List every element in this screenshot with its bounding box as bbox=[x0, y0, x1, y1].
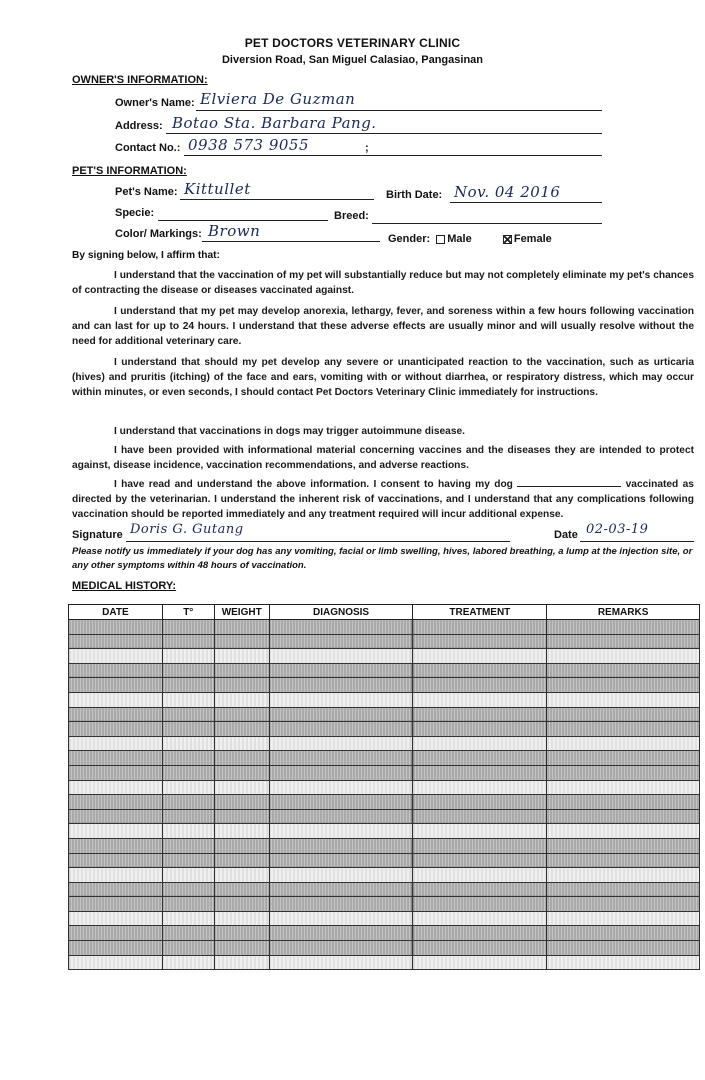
table-cell[interactable] bbox=[547, 853, 700, 868]
table-row bbox=[69, 678, 700, 693]
table-cell[interactable] bbox=[547, 795, 700, 810]
table-cell[interactable] bbox=[269, 824, 413, 839]
column-header: REMARKS bbox=[547, 605, 700, 620]
table-cell[interactable] bbox=[69, 838, 163, 853]
table-cell[interactable] bbox=[269, 722, 413, 737]
contact-separator: ; bbox=[365, 142, 369, 154]
table-cell[interactable] bbox=[269, 765, 413, 780]
table-cell[interactable] bbox=[269, 634, 413, 649]
table-cell[interactable] bbox=[214, 838, 269, 853]
table-cell[interactable] bbox=[269, 897, 413, 912]
clinic-name: PET DOCTORS VETERINARY CLINIC bbox=[244, 36, 461, 50]
table-cell[interactable] bbox=[214, 926, 269, 941]
table-cell[interactable] bbox=[162, 751, 214, 766]
table-cell[interactable] bbox=[413, 926, 547, 941]
consent-p6-vaccinated: vaccinated bbox=[625, 479, 679, 490]
consent-paragraph-4: I understand that vaccinations in dogs may trigger autoimmune disease. bbox=[114, 426, 465, 437]
table-row bbox=[69, 765, 700, 780]
table-cell[interactable] bbox=[269, 780, 413, 795]
table-cell[interactable] bbox=[547, 809, 700, 824]
table-cell[interactable] bbox=[162, 941, 214, 956]
table-row bbox=[69, 707, 700, 722]
table-cell[interactable] bbox=[269, 795, 413, 810]
table-cell[interactable] bbox=[162, 897, 214, 912]
column-header: DIAGNOSIS bbox=[269, 605, 413, 620]
table-row bbox=[69, 634, 700, 649]
consent-paragraph-1: I understand that the vaccination of my pet will substantially reduce but may not completely eliminate my pet's chances of contracting the disease or diseases vaccinated against. bbox=[72, 270, 694, 296]
table-cell[interactable] bbox=[269, 751, 413, 766]
table-cell[interactable] bbox=[214, 941, 269, 956]
table-cell[interactable] bbox=[413, 853, 547, 868]
table-cell[interactable] bbox=[69, 649, 163, 664]
date-value[interactable]: 02-03-19 bbox=[586, 522, 649, 537]
birth-date-line bbox=[450, 202, 602, 203]
table-cell[interactable] bbox=[269, 649, 413, 664]
table-cell[interactable] bbox=[547, 955, 700, 970]
table-cell[interactable] bbox=[69, 853, 163, 868]
table-cell[interactable] bbox=[214, 911, 269, 926]
pet-name-line bbox=[180, 199, 374, 200]
gender-female-checkbox[interactable] bbox=[503, 235, 512, 244]
table-cell[interactable] bbox=[269, 882, 413, 897]
table-cell[interactable] bbox=[269, 955, 413, 970]
table-row bbox=[69, 751, 700, 766]
signature-label: Signature bbox=[72, 529, 123, 541]
table-cell[interactable] bbox=[413, 736, 547, 751]
table-cell[interactable] bbox=[269, 678, 413, 693]
table-cell[interactable] bbox=[547, 678, 700, 693]
color-label: Color/ Markings: bbox=[115, 228, 202, 240]
table-cell[interactable] bbox=[413, 795, 547, 810]
table-cell[interactable] bbox=[69, 926, 163, 941]
gender-male-label: Male bbox=[447, 233, 472, 245]
gender-group bbox=[388, 233, 552, 245]
table-cell[interactable] bbox=[214, 853, 269, 868]
table-cell[interactable] bbox=[547, 941, 700, 956]
table-cell[interactable] bbox=[69, 620, 163, 635]
medical-history-title: MEDICAL HISTORY: bbox=[72, 580, 177, 592]
table-cell[interactable] bbox=[413, 780, 547, 795]
date-label: Date bbox=[554, 529, 578, 541]
table-row bbox=[69, 649, 700, 664]
table-cell[interactable] bbox=[547, 663, 700, 678]
table-cell[interactable] bbox=[214, 663, 269, 678]
table-cell[interactable] bbox=[547, 868, 700, 883]
table-cell[interactable] bbox=[69, 736, 163, 751]
table-cell[interactable] bbox=[69, 882, 163, 897]
birth-date-label: Birth Date: bbox=[386, 189, 443, 201]
table-cell[interactable] bbox=[162, 853, 214, 868]
table-cell[interactable] bbox=[413, 868, 547, 883]
gender-label: Gender: bbox=[388, 233, 431, 245]
medical-table-body bbox=[69, 620, 700, 970]
table-cell[interactable] bbox=[162, 868, 214, 883]
table-cell[interactable] bbox=[162, 678, 214, 693]
table-cell[interactable] bbox=[162, 780, 214, 795]
table-cell[interactable] bbox=[547, 897, 700, 912]
owner-address-label: Address: bbox=[115, 120, 163, 132]
table-cell[interactable] bbox=[162, 620, 214, 635]
table-cell[interactable] bbox=[162, 692, 214, 707]
owner-name-value[interactable]: Elviera De Guzman bbox=[200, 90, 356, 108]
table-cell[interactable] bbox=[162, 911, 214, 926]
table-cell[interactable] bbox=[162, 955, 214, 970]
color-line bbox=[202, 241, 380, 242]
table-cell[interactable] bbox=[162, 824, 214, 839]
table-cell[interactable] bbox=[413, 838, 547, 853]
birth-date-value[interactable]: Nov. 04 2016 bbox=[454, 183, 561, 201]
owner-name-line bbox=[196, 110, 602, 111]
table-cell[interactable] bbox=[547, 692, 700, 707]
pet-name-value[interactable]: Kittullet bbox=[184, 180, 251, 198]
pet-name-label: Pet's Name: bbox=[115, 186, 178, 198]
breed-line bbox=[372, 223, 602, 224]
table-row bbox=[69, 838, 700, 853]
table-cell[interactable] bbox=[69, 707, 163, 722]
table-cell[interactable] bbox=[269, 911, 413, 926]
table-cell[interactable] bbox=[69, 911, 163, 926]
owner-section-title: OWNER'S INFORMATION: bbox=[72, 74, 208, 86]
table-row bbox=[69, 853, 700, 868]
table-cell[interactable] bbox=[547, 707, 700, 722]
table-cell[interactable] bbox=[269, 736, 413, 751]
table-cell[interactable] bbox=[214, 751, 269, 766]
table-cell[interactable] bbox=[214, 780, 269, 795]
table-cell[interactable] bbox=[413, 663, 547, 678]
table-cell[interactable] bbox=[214, 882, 269, 897]
table-cell[interactable] bbox=[162, 649, 214, 664]
table-cell[interactable] bbox=[162, 795, 214, 810]
table-row bbox=[69, 955, 700, 970]
table-cell[interactable] bbox=[69, 941, 163, 956]
table-cell[interactable] bbox=[162, 736, 214, 751]
medical-history-table bbox=[68, 604, 700, 970]
gender-female-label: Female bbox=[513, 233, 552, 245]
contact-value[interactable]: 0938 573 9055 bbox=[188, 136, 310, 154]
table-row bbox=[69, 736, 700, 751]
table-cell[interactable] bbox=[69, 751, 163, 766]
table-cell[interactable] bbox=[214, 634, 269, 649]
table-cell[interactable] bbox=[547, 926, 700, 941]
table-cell[interactable] bbox=[214, 649, 269, 664]
table-cell[interactable] bbox=[413, 620, 547, 635]
gender-male-checkbox[interactable] bbox=[436, 235, 445, 244]
table-cell[interactable] bbox=[269, 926, 413, 941]
table-cell[interactable] bbox=[269, 663, 413, 678]
table-cell[interactable] bbox=[214, 809, 269, 824]
contact-label: Contact No.: bbox=[115, 142, 181, 154]
table-cell[interactable] bbox=[214, 620, 269, 635]
table-cell[interactable] bbox=[162, 707, 214, 722]
dog-name-blank[interactable] bbox=[517, 477, 621, 487]
medical-table-header bbox=[69, 605, 700, 620]
specie-label: Specie: bbox=[115, 207, 155, 219]
table-cell[interactable] bbox=[269, 620, 413, 635]
table-cell[interactable] bbox=[269, 707, 413, 722]
table-cell[interactable] bbox=[413, 722, 547, 737]
table-cell[interactable] bbox=[269, 692, 413, 707]
table-cell[interactable] bbox=[162, 634, 214, 649]
table-cell[interactable] bbox=[69, 634, 163, 649]
table-cell[interactable] bbox=[413, 955, 547, 970]
table-cell[interactable] bbox=[214, 955, 269, 970]
consent-paragraph-5: I have been provided with informational material concerning vaccines and the diseases they are intended to protect against, disease incidence, vaccination recommendations, and adverse reactions. bbox=[72, 445, 694, 471]
specie-line bbox=[158, 220, 328, 221]
table-cell[interactable] bbox=[162, 882, 214, 897]
owner-name-label: Owner's Name: bbox=[115, 97, 195, 109]
table-cell[interactable] bbox=[547, 838, 700, 853]
table-cell[interactable] bbox=[413, 692, 547, 707]
column-header: WEIGHT bbox=[214, 605, 269, 620]
table-cell[interactable] bbox=[413, 824, 547, 839]
owner-address-value[interactable]: Botao Sta. Barbara Pang. bbox=[172, 114, 377, 132]
table-cell[interactable] bbox=[69, 765, 163, 780]
table-row bbox=[69, 795, 700, 810]
table-cell[interactable] bbox=[547, 882, 700, 897]
notify-notice: Please notify us immediately if your dog has any vomiting, facial or limb swelling, hives, labored breathing, a lump at the injection site, or any other symptoms within 48 hours of vaccination. bbox=[72, 546, 693, 571]
signature-value[interactable]: Doris G. Gutang bbox=[130, 522, 244, 537]
table-cell[interactable] bbox=[214, 736, 269, 751]
table-cell[interactable] bbox=[214, 765, 269, 780]
table-cell[interactable] bbox=[413, 911, 547, 926]
table-cell[interactable] bbox=[214, 897, 269, 912]
table-cell[interactable] bbox=[162, 926, 214, 941]
table-cell[interactable] bbox=[69, 663, 163, 678]
date-line bbox=[580, 541, 694, 542]
table-cell[interactable] bbox=[214, 692, 269, 707]
table-cell[interactable] bbox=[214, 795, 269, 810]
table-cell[interactable] bbox=[69, 809, 163, 824]
table-row bbox=[69, 722, 700, 737]
table-cell[interactable] bbox=[162, 722, 214, 737]
table-cell[interactable] bbox=[214, 824, 269, 839]
table-row bbox=[69, 824, 700, 839]
table-cell[interactable] bbox=[547, 634, 700, 649]
table-cell[interactable] bbox=[269, 868, 413, 883]
table-cell[interactable] bbox=[162, 663, 214, 678]
table-cell[interactable] bbox=[69, 868, 163, 883]
table-row bbox=[69, 941, 700, 956]
table-cell[interactable] bbox=[413, 809, 547, 824]
table-row bbox=[69, 897, 700, 912]
breed-label: Breed: bbox=[334, 210, 369, 222]
table-cell[interactable] bbox=[547, 911, 700, 926]
table-cell[interactable] bbox=[162, 838, 214, 853]
consent-intro: By signing below, I affirm that: bbox=[72, 250, 220, 261]
table-cell[interactable] bbox=[269, 838, 413, 853]
consent-paragraph-2: I understand that my pet may develop anorexia, lethargy, fever, and soreness within a few hours following vaccination and can last for up to 24 hours. I understand that these adverse effects are usually minor and will usually resolve without the need for additional veterinary care. bbox=[72, 306, 694, 347]
consent-paragraph-6 bbox=[72, 477, 694, 522]
clinic-address: Diversion Road, San Miguel Calasiao, Pangasinan bbox=[221, 54, 483, 66]
consent-paragraph-3: I understand that should my pet develop any severe or unanticipated reaction to the vaccination, such as urticaria (hives) and pruritis (itching) of the face and ears, vomiting with or without diarrhea, or respiratory distress, which may occur within minutes, or even seconds, I should contact Pet Doctors Veterinary Clinic immediately for instructions. bbox=[72, 357, 694, 398]
table-cell[interactable] bbox=[214, 707, 269, 722]
table-row bbox=[69, 926, 700, 941]
table-row bbox=[69, 882, 700, 897]
table-cell[interactable] bbox=[413, 634, 547, 649]
table-cell[interactable] bbox=[162, 809, 214, 824]
table-cell[interactable] bbox=[547, 765, 700, 780]
table-cell[interactable] bbox=[69, 824, 163, 839]
table-row bbox=[69, 620, 700, 635]
table-cell[interactable] bbox=[413, 941, 547, 956]
table-cell[interactable] bbox=[413, 649, 547, 664]
table-cell[interactable] bbox=[69, 692, 163, 707]
table-cell[interactable] bbox=[413, 678, 547, 693]
table-row bbox=[69, 809, 700, 824]
table-cell[interactable] bbox=[547, 649, 700, 664]
table-cell[interactable] bbox=[214, 868, 269, 883]
table-cell[interactable] bbox=[547, 736, 700, 751]
consent-p6-end: as directed by the veterinarian. I understand the inherent risk of vaccinations, and I understand that any complications following vaccination should be reported immediately and any treatment required will incur additional expense. bbox=[72, 479, 694, 520]
table-cell[interactable] bbox=[69, 722, 163, 737]
table-cell[interactable] bbox=[413, 707, 547, 722]
table-row bbox=[69, 911, 700, 926]
table-cell[interactable] bbox=[413, 897, 547, 912]
column-header: DATE bbox=[69, 605, 163, 620]
table-cell[interactable] bbox=[269, 941, 413, 956]
table-cell[interactable] bbox=[162, 765, 214, 780]
table-cell[interactable] bbox=[413, 751, 547, 766]
table-cell[interactable] bbox=[214, 678, 269, 693]
consent-p6-start: I have read and understand the above information. I consent to having my dog bbox=[114, 479, 513, 490]
color-value[interactable]: Brown bbox=[208, 222, 261, 240]
table-row bbox=[69, 868, 700, 883]
table-cell[interactable] bbox=[547, 620, 700, 635]
table-cell[interactable] bbox=[269, 853, 413, 868]
table-cell[interactable] bbox=[214, 722, 269, 737]
table-cell[interactable] bbox=[69, 678, 163, 693]
table-cell[interactable] bbox=[547, 824, 700, 839]
column-header: TREATMENT bbox=[413, 605, 547, 620]
table-cell[interactable] bbox=[413, 765, 547, 780]
table-row bbox=[69, 692, 700, 707]
column-header: T° bbox=[162, 605, 214, 620]
table-cell[interactable] bbox=[547, 751, 700, 766]
signature-line bbox=[126, 541, 510, 542]
table-cell[interactable] bbox=[69, 780, 163, 795]
table-cell[interactable] bbox=[547, 722, 700, 737]
table-row bbox=[69, 663, 700, 678]
table-cell[interactable] bbox=[413, 882, 547, 897]
table-cell[interactable] bbox=[269, 809, 413, 824]
table-cell[interactable] bbox=[69, 955, 163, 970]
table-cell[interactable] bbox=[69, 897, 163, 912]
table-cell[interactable] bbox=[547, 780, 700, 795]
pet-section-title: PET'S INFORMATION: bbox=[72, 165, 187, 177]
contact-line bbox=[184, 155, 602, 156]
table-row bbox=[69, 780, 700, 795]
owner-address-line bbox=[166, 133, 602, 134]
table-cell[interactable] bbox=[69, 795, 163, 810]
